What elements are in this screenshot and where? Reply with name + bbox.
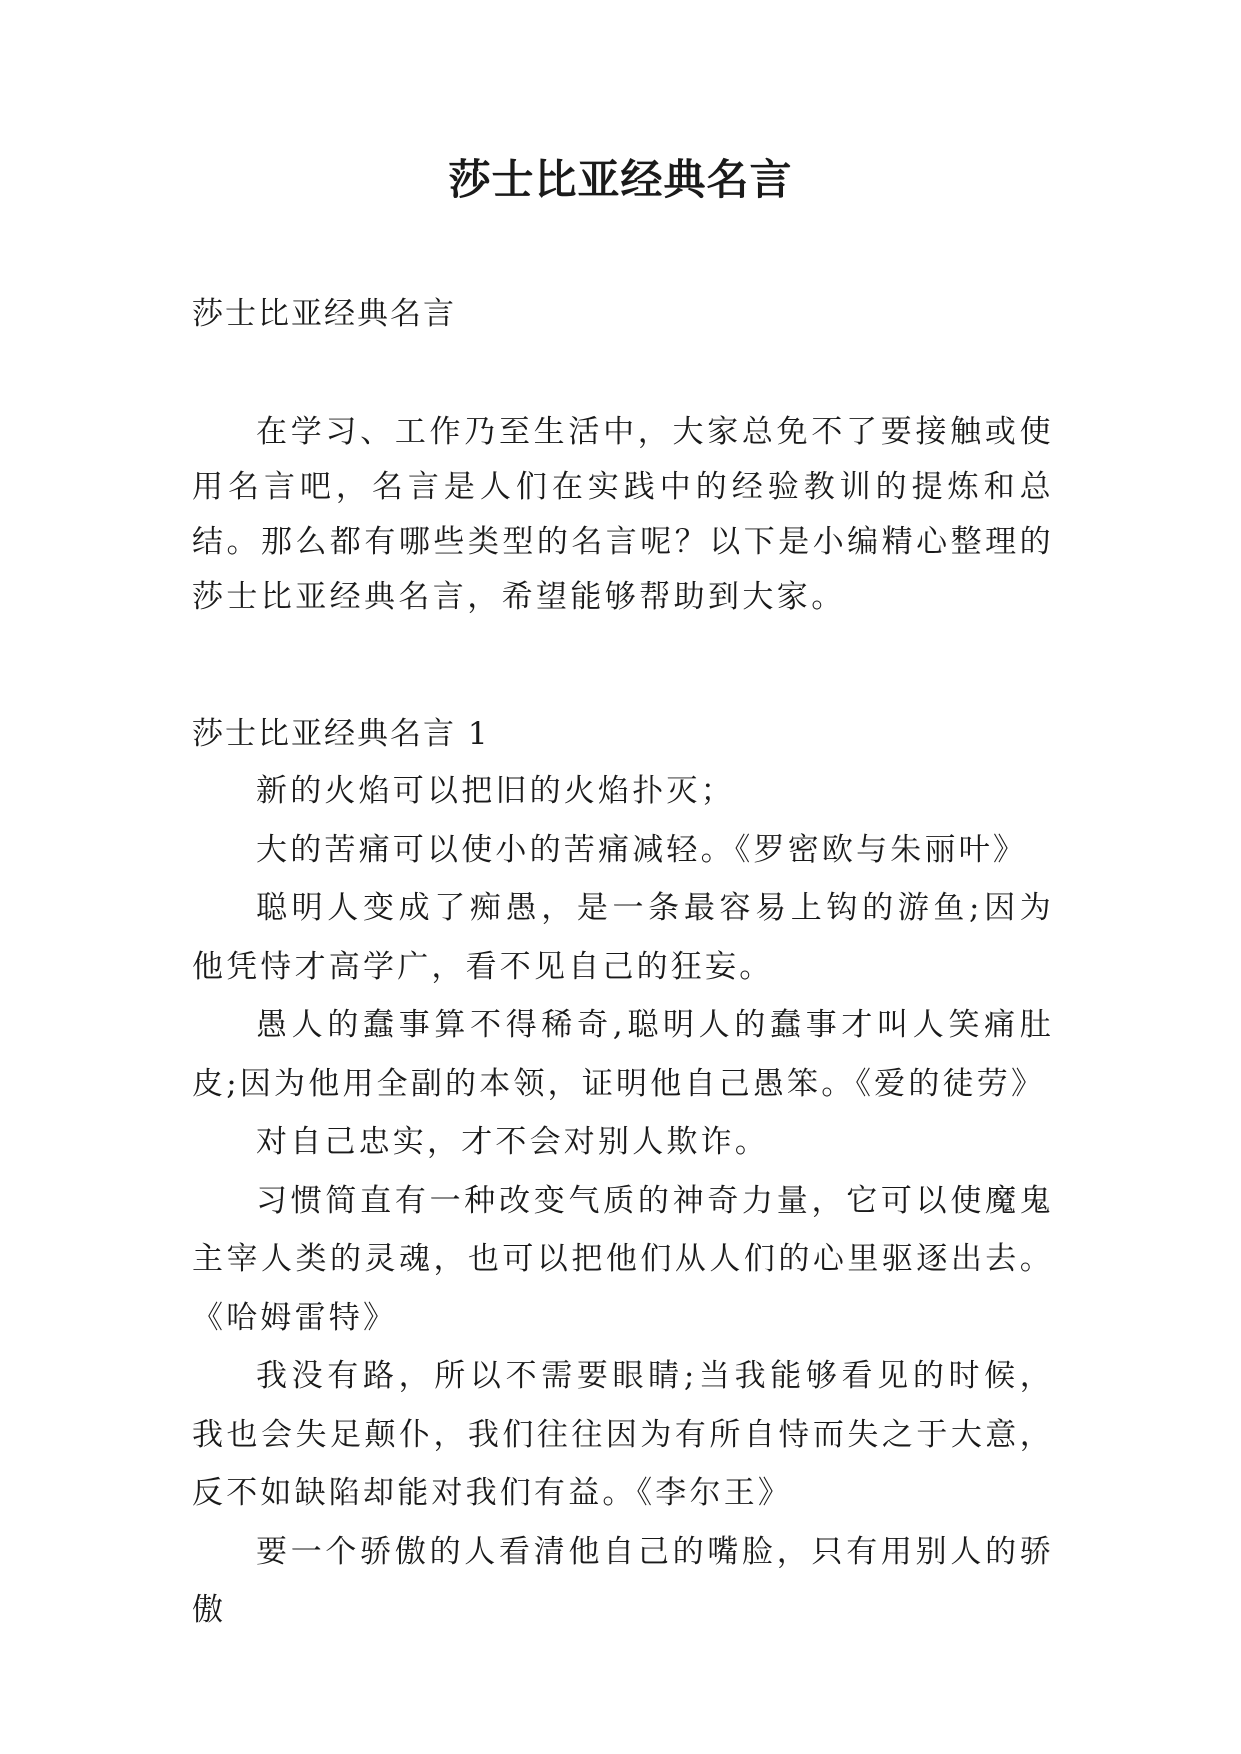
intro-paragraph: 在学习、工作乃至生活中，大家总免不了要接触或使用名言吧，名言是人们在实践中的经验教训的提炼和总结。那么都有哪些类型的名言呢？以下是小编精心整理的莎士比亚经典名言，希望能够帮助到大家。 bbox=[192, 414, 1054, 615]
quote-paragraph: 要一个骄傲的人看清他自己的嘴脸，只有用别人的骄傲 bbox=[192, 1533, 1054, 1628]
quote-paragraph: 对自己忠实，才不会对别人欺诈。 bbox=[256, 1124, 769, 1160]
document-subtitle: 莎士比亚经典名言 bbox=[192, 296, 456, 332]
document-title: 莎士比亚经典名言 bbox=[448, 155, 793, 204]
quote-paragraph: 习惯简直有一种改变气质的神奇力量，它可以使魔鬼主宰人类的灵魂，也可以把他们从人们的心里驱逐出去。《哈姆雷特》 bbox=[192, 1182, 1054, 1336]
quote-paragraph: 大的苦痛可以使小的苦痛减轻。《罗密欧与朱丽叶》 bbox=[256, 831, 1028, 868]
quote-paragraph: 新的火焰可以把旧的火焰扑灭； bbox=[256, 773, 735, 809]
quote-paragraph: 愚人的蠢事算不得稀奇,聪明人的蠢事才叫人笑痛肚皮;因为他用全副的本领，证明他自己愚笨。《爱的徒劳》 bbox=[192, 1007, 1054, 1102]
quote-paragraph: 我没有路，所以不需要眼睛;当我能够看见的时候，我也会失足颠仆，我们往往因为有所自恃而失之于大意，反不如缺陷却能对我们有益。《李尔王》 bbox=[192, 1358, 1054, 1511]
section-heading: 莎士比亚经典名言 1 bbox=[192, 716, 490, 752]
quotes-section bbox=[192, 706, 1054, 1640]
quote-paragraph: 聪明人变成了痴愚，是一条最容易上钩的游鱼;因为他凭恃才高学广，看不见自己的狂妄。 bbox=[192, 890, 1054, 985]
